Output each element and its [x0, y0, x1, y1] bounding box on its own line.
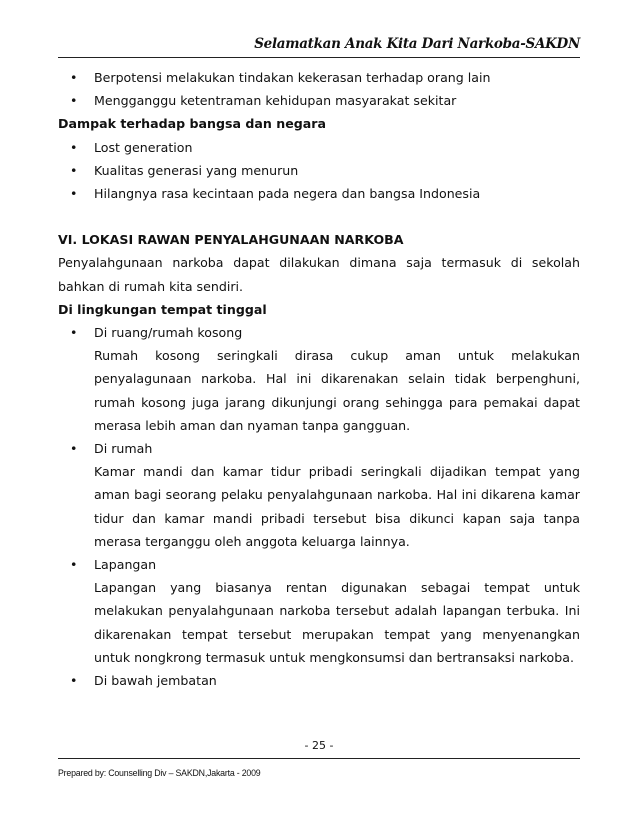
page-content	[58, 66, 580, 692]
location-text: Kamar mandi dan kamar tidur pribadi seringkali dijadikan tempat yang aman bagi seorang pelaku penyalahgunaan narkoba. Hal ini dikarena kamar tidur dan kamar mandi pribadi tersebut bisa dikunci kapan saja tanpa merasa terganggu oleh anggota keluarga lainnya.	[94, 464, 580, 549]
location-item	[58, 321, 580, 437]
bullet-icon: •	[70, 557, 78, 573]
bullet-icon: •	[70, 139, 78, 155]
location-label: Lapangan	[94, 557, 157, 573]
list-item-text: Lost generation	[94, 139, 193, 155]
list-item-text: Kualitas generasi yang menurun	[94, 162, 299, 178]
bullet-icon: •	[70, 186, 78, 202]
bullet-icon: •	[70, 673, 78, 689]
footer-divider	[58, 758, 580, 759]
list-item-text: Hilangnya rasa kecintaan pada negera dan bangsa Indonesia	[94, 186, 481, 202]
footer-prepared-by: Prepared by: Counselling Div – SAKDN,Jakarta - 2009	[58, 768, 261, 778]
location-text: Lapangan yang biasanya rentan digunakan sebagai tempat untuk melakukan penyalahgunaan narkoba tersebut adalah lapangan terbuka. Ini dikarenakan tempat tersebut merupakan tempat yang menyenangkan untuk nongkrong termasuk untuk mengkonsumsi dan bertransaksi narkoba.	[94, 580, 580, 665]
section-intro: Penyalahgunaan narkoba dapat dilakukan dimana saja termasuk di sekolah bahkan di rumah kita sendiri.	[58, 255, 580, 294]
section-title: VI. LOKASI RAWAN PENYALAHGUNAAN NARKOBA	[58, 232, 404, 248]
list-item-text: Berpotensi melakukan tindakan kekerasan terhadap orang lain	[94, 70, 491, 85]
location-label: Di bawah jembatan	[94, 673, 217, 689]
bullet-icon: •	[70, 441, 78, 457]
bullet-icon: •	[70, 162, 78, 178]
list-item	[58, 66, 580, 89]
header-divider	[58, 57, 580, 58]
location-label: Di rumah	[94, 441, 153, 457]
sub-heading: Di lingkungan tempat tinggal	[58, 301, 267, 317]
location-item	[58, 669, 580, 692]
list-item	[58, 89, 580, 112]
page-number: - 25 -	[304, 739, 334, 752]
list-item	[58, 159, 580, 182]
list-item	[58, 182, 580, 205]
bullet-icon: •	[70, 70, 78, 85]
bullet-icon: •	[70, 325, 78, 341]
heading-dampak: Dampak terhadap bangsa dan negara	[58, 116, 326, 132]
location-text: Rumah kosong seringkali dirasa cukup aman untuk melakukan penyalagunaan narkoba. Hal ini dikarenakan selain tidak berpenghuni, rumah kosong juga jarang dikunjungi orang sehingga para pemakai dapat merasa lebih aman dan nyaman tanpa gangguan.	[94, 348, 580, 433]
location-item	[58, 553, 580, 669]
location-item	[58, 437, 580, 553]
header-title: Selamatkan Anak Kita Dari Narkoba-SAKDN	[254, 36, 580, 52]
location-label: Di ruang/rumah kosong	[94, 325, 243, 341]
list-item	[58, 136, 580, 159]
bullet-icon: •	[70, 93, 78, 109]
list-item-text: Mengganggu ketentraman kehidupan masyarakat sekitar	[94, 93, 457, 109]
